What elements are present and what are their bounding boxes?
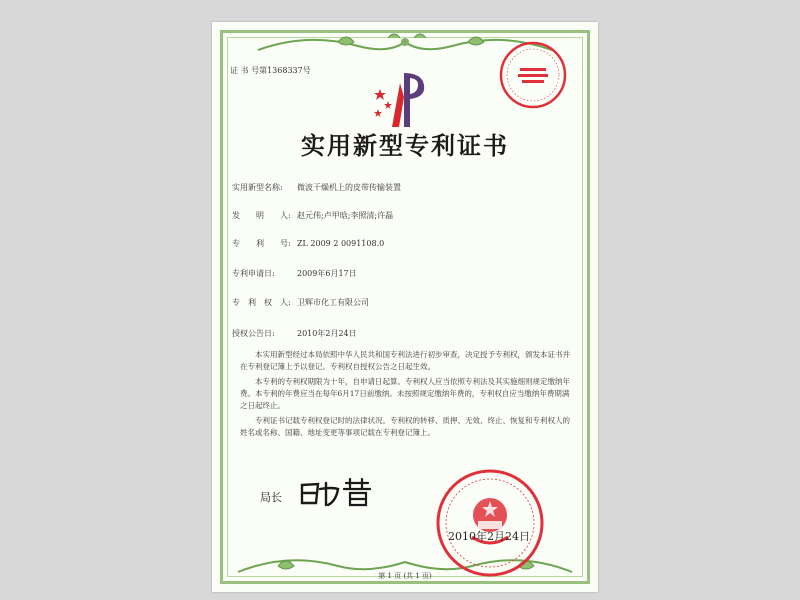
field-label: 发 明 人: <box>232 211 291 220</box>
field-grant-date <box>232 328 357 339</box>
body-paragraph: 专利证书记载专利权登记时的法律状况。专利权的转移、质押、无效、终止、恢复和专利权人的姓名或名称、国籍、地址变更等事项记载在专利登记簿上。 <box>240 416 570 437</box>
field-patent-number <box>232 238 384 249</box>
field-label: 实用新型名称: <box>232 183 283 192</box>
field-label: 专利申请日: <box>232 269 275 278</box>
body-paragraph: 本专利的专利权期限为十年，自申请日起算。专利权人应当依照专利法及其实施细则规定缴纳年费。本专利的年费应当在每年6月17日前缴纳。未按照规定缴纳年费的，专利权自应当缴纳年费期满之日起终止。 <box>240 377 570 410</box>
seal-date: 2010年2月24日 <box>448 530 530 543</box>
certificate-title: 实用新型专利证书 <box>301 131 509 160</box>
field-value: 赵元伟;卢甲晗;李照清;许磊 <box>297 211 394 220</box>
field-application-date <box>232 268 357 279</box>
director-signature-icon <box>296 475 376 509</box>
sipo-logo-icon <box>370 67 428 133</box>
field-value: 卫辉市化工有限公司 <box>297 298 369 307</box>
field-utility-name <box>232 182 401 193</box>
field-label: 专 利 号: <box>232 239 291 248</box>
field-value: 2010年2月24日 <box>297 329 357 338</box>
field-label: 专 利 权 人: <box>232 298 291 307</box>
field-inventors <box>232 210 393 221</box>
field-patentee <box>232 297 369 308</box>
field-value: ZL 2009 2 0091108.0 <box>297 239 385 248</box>
national-emblem-seal-icon <box>434 467 546 579</box>
certificate-page <box>212 22 598 592</box>
certificate-number: 证 书 号第1368337号 <box>230 66 311 75</box>
seal-stamp-icon <box>498 40 568 110</box>
field-value: 微波干燥机上的皮带传输装置 <box>297 183 401 192</box>
director-label: 局长 <box>260 491 282 504</box>
body-paragraph: 本实用新型经过本局依照中华人民共和国专利法进行初步审查，决定授予专利权，颁发本证书并在专利登记簿上予以登记。专利权自授权公告之日起生效。 <box>240 350 570 371</box>
page-number: 第 1 页 (共 1 页) <box>378 572 432 580</box>
field-value: 2009年6月17日 <box>297 269 357 278</box>
certificate-body-text <box>240 349 570 442</box>
field-label: 授权公告日: <box>232 329 275 338</box>
